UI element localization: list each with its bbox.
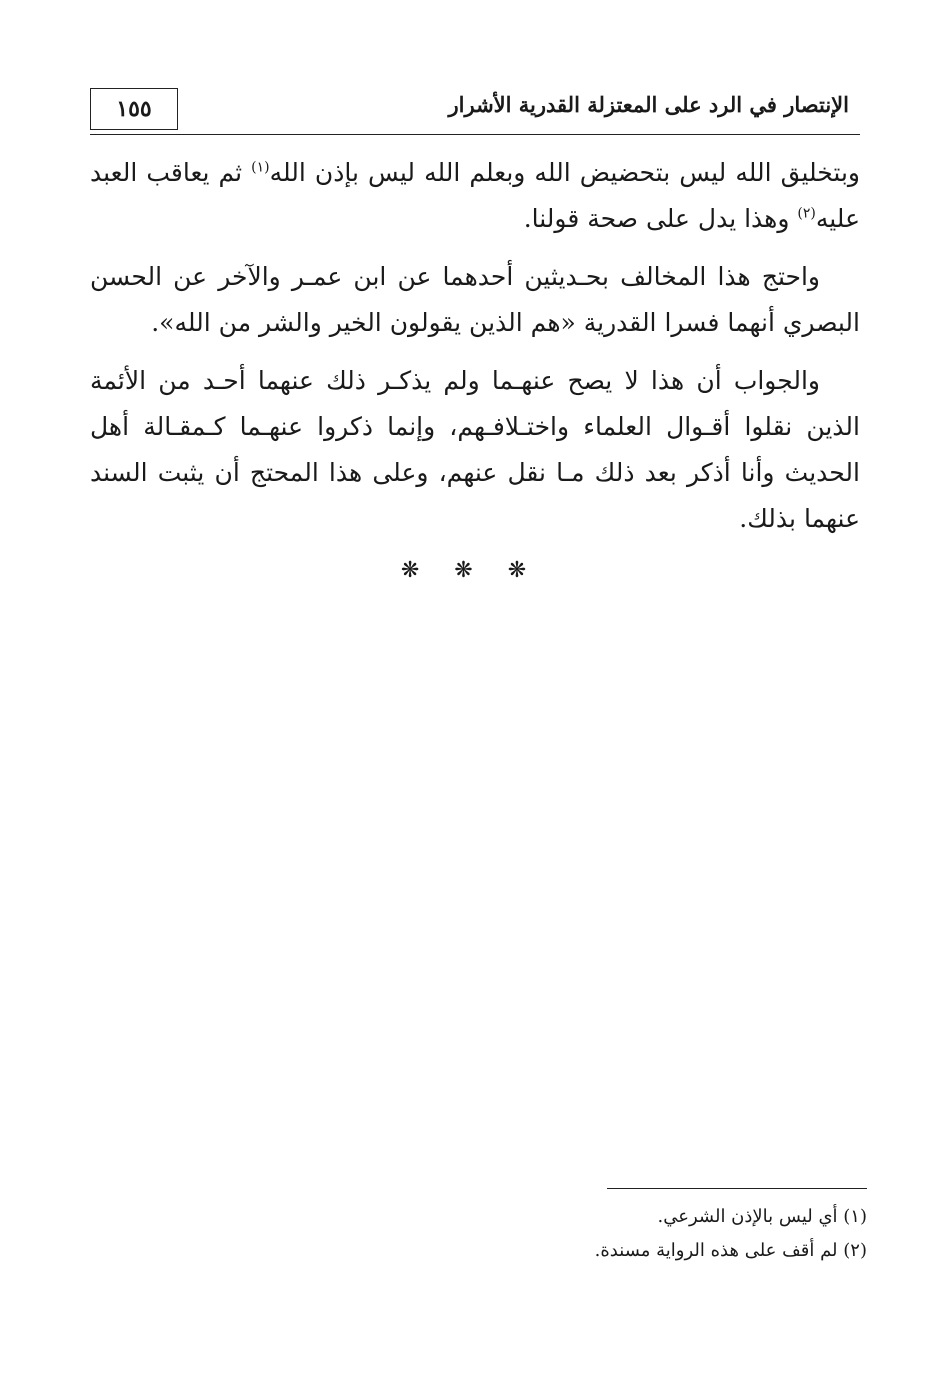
paragraph-1-part-2: ثم يعاقب العبد عليه [90,158,860,233]
section-separator: ❋ ❋ ❋ [400,558,541,583]
page-number [90,88,178,130]
running-title: الإنتصار في الرد على المعتزلة القدرية الأشرار [448,92,849,117]
footnote-rule [607,1188,867,1189]
paragraph-1 [90,150,860,242]
paragraph-1-part-1: وبتخليق الله ليس بتحضيض الله وبعلم الله ليس بإذن الله [269,158,860,187]
footnote-2: (٢) لم أقف على هذه الرواية مسندة. [594,1240,867,1261]
main-text [90,150,860,554]
header-rule [90,134,860,135]
footnotes [167,1200,867,1268]
footnote-1: (١) أي ليس بالإذن الشرعي. [657,1206,867,1227]
footnote-ref-1: (١) [251,159,270,176]
page-number-text: ١٥٥ [116,96,152,122]
footnote-ref-2: (٢) [797,205,816,222]
paragraph-2: واحتج هذا المخالف بحـديثين أحدهما عن ابن عمـر والآخر عن الحسن البصري أنهما فسرا القدرية «هم الذين يقولون الخير والشر من الله». [90,262,860,337]
paragraph-1-part-3: وهذا يدل على صحة قولنا. [523,204,798,233]
paragraph-3: والجواب أن هذا لا يصح عنهـما ولم يذكـر ذلك عنهما أحـد من الأئمة الذين نقلوا أقـوال العلماء واختـلافـهم، وإنما ذكروا عنهـما كـمقـالة أهل الحديث وأنا أذكر بعد ذلك مـا نقل عنهم، وعلى هذا المحتج أن يثبت السند عنهما بذلك. [90,366,860,533]
